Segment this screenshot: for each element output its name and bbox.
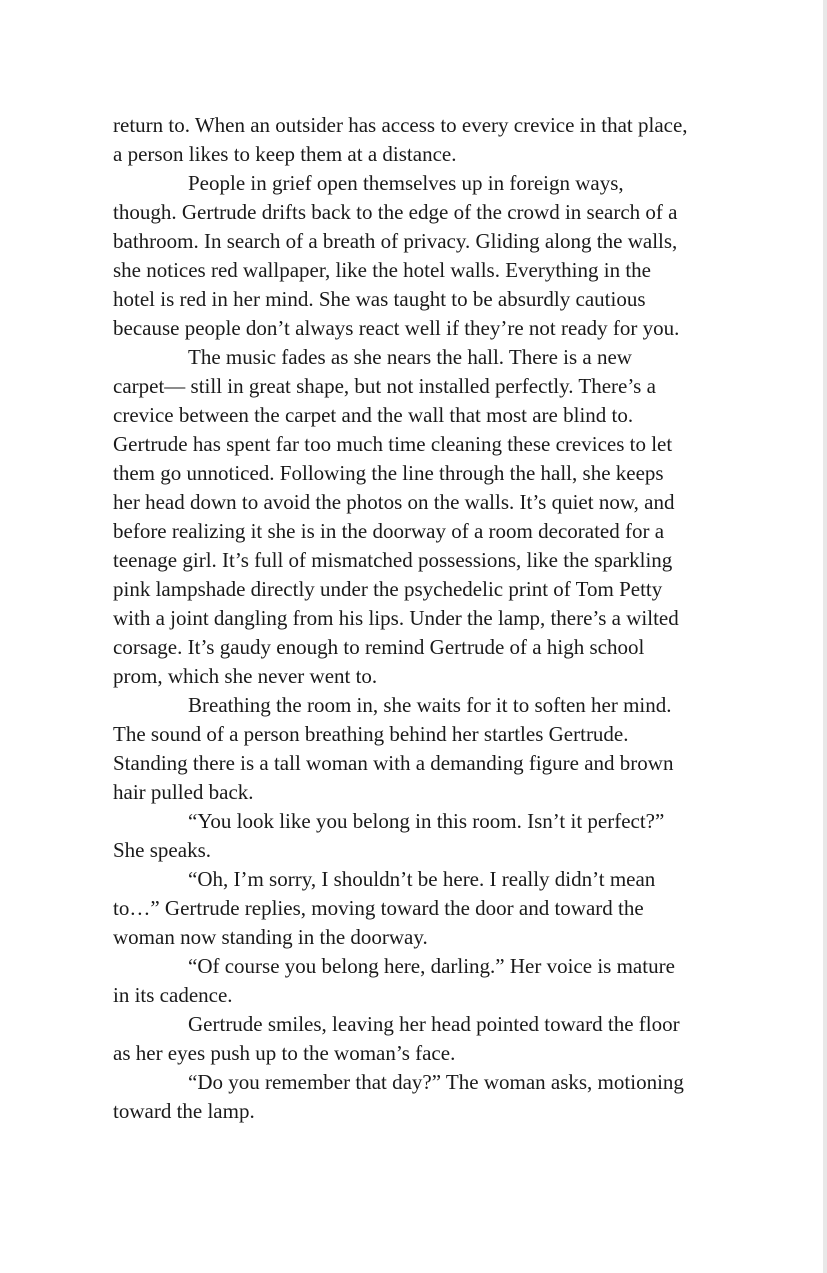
text-line: return to. When an outsider has access to every crevice in that place,: [113, 113, 688, 137]
text-line: hair pulled back.: [113, 780, 254, 804]
text-line: them go unnoticed. Following the line through the hall, she keeps: [113, 461, 664, 485]
text-line: bathroom. In search of a breath of privacy. Gliding along the walls,: [113, 229, 678, 253]
text-line: in its cadence.: [113, 983, 233, 1007]
text-line: though. Gertrude drifts back to the edge of the crowd in search of a: [113, 200, 678, 224]
text-line: prom, which she never went to.: [113, 664, 378, 688]
page-edge: [823, 0, 827, 1273]
paragraph-first-line: The music fades as she nears the hall. There is a new: [188, 345, 632, 369]
text-line: a person likes to keep them at a distance.: [113, 142, 457, 166]
text-line: corsage. It’s gaudy enough to remind Gertrude of a high school: [113, 635, 645, 659]
paragraph-first-line: Gertrude smiles, leaving her head pointed toward the floor: [188, 1012, 680, 1036]
text-line: teenage girl. It’s full of mismatched possessions, like the sparkling: [113, 548, 673, 572]
paragraph-first-line: “You look like you belong in this room. Isn’t it perfect?”: [188, 809, 665, 833]
text-line: Standing there is a tall woman with a demanding figure and brown: [113, 751, 674, 775]
text-line: before realizing it she is in the doorway of a room decorated for a: [113, 519, 665, 543]
text-line: crevice between the carpet and the wall that most are blind to.: [113, 403, 634, 427]
text-line: to…” Gertrude replies, moving toward the door and toward the: [113, 896, 644, 920]
text-line: with a joint dangling from his lips. Under the lamp, there’s a wilted: [113, 606, 679, 630]
text-line: carpet— still in great shape, but not installed perfectly. There’s a: [113, 374, 656, 398]
paragraph-first-line: Breathing the room in, she waits for it to soften her mind.: [188, 693, 672, 717]
text-line: hotel is red in her mind. She was taught to be absurdly cautious: [113, 287, 646, 311]
text-line: her head down to avoid the photos on the walls. It’s quiet now, and: [113, 490, 675, 514]
paragraph-first-line: “Of course you belong here, darling.” Her voice is mature: [188, 954, 675, 978]
text-line: Gertrude has spent far too much time cleaning these crevices to let: [113, 432, 673, 456]
text-line: She speaks.: [113, 838, 211, 862]
text-line: woman now standing in the doorway.: [113, 925, 428, 949]
paragraph-first-line: People in grief open themselves up in foreign ways,: [188, 171, 624, 195]
paragraph-first-line: “Oh, I’m sorry, I shouldn’t be here. I really didn’t mean: [188, 867, 656, 891]
body-text: [113, 111, 717, 1126]
text-line: toward the lamp.: [113, 1099, 255, 1123]
text-line: because people don’t always react well if they’re not ready for you.: [113, 316, 680, 340]
text-line: as her eyes push up to the woman’s face.: [113, 1041, 456, 1065]
paragraph-first-line: “Do you remember that day?” The woman asks, motioning: [188, 1070, 684, 1094]
text-line: The sound of a person breathing behind her startles Gertrude.: [113, 722, 629, 746]
text-line: pink lampshade directly under the psychedelic print of Tom Petty: [113, 577, 663, 601]
text-line: she notices red wallpaper, like the hotel walls. Everything in the: [113, 258, 652, 282]
